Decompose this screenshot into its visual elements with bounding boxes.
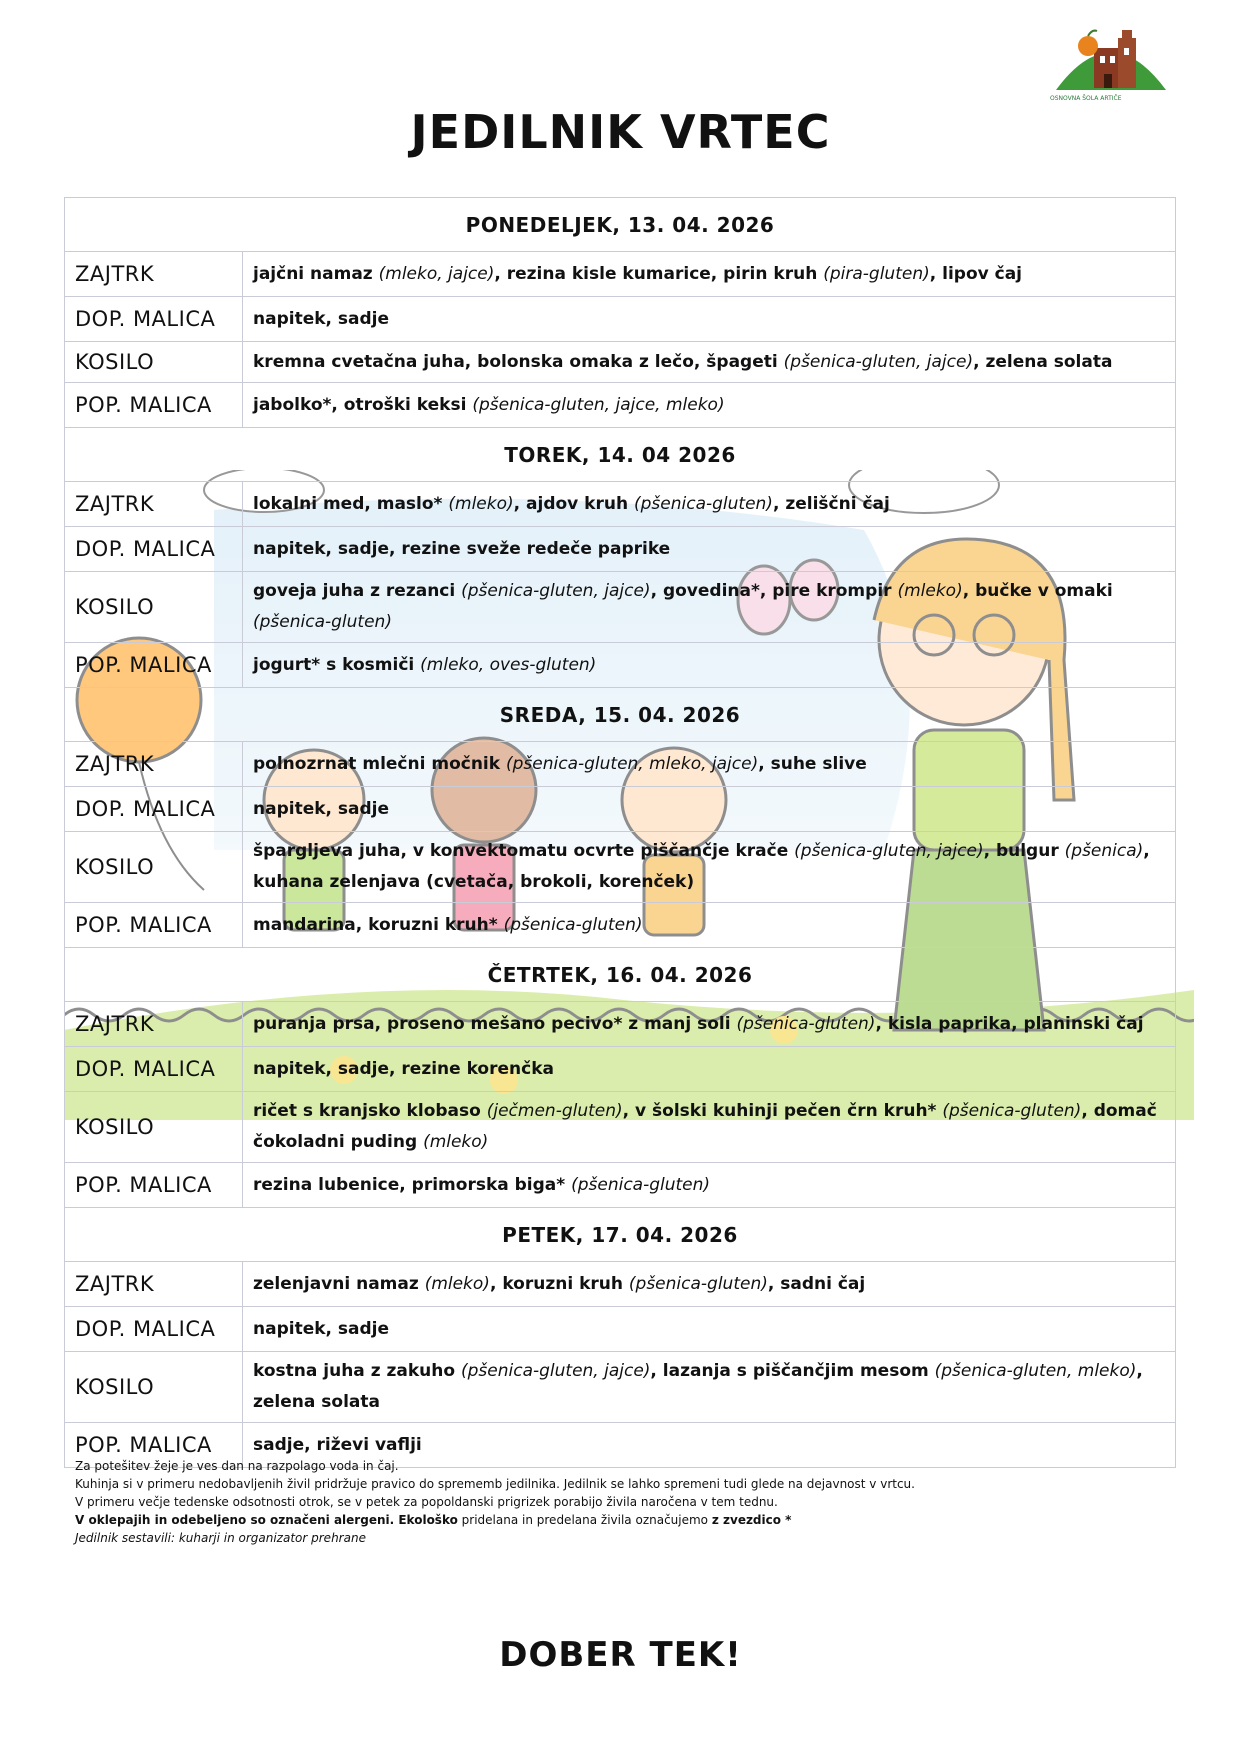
allergen-text: (pšenica-gluten, mleko, jajce) [505, 753, 759, 774]
meal-row [65, 1307, 1176, 1352]
dish-text: špargljeva juha, v konvektomatu ocvrte piščančje krače [253, 841, 795, 861]
dish-text: kostna juha z zakuho [253, 1361, 461, 1381]
meal-items [243, 1092, 1176, 1163]
meal-row [65, 903, 1176, 948]
meal-row [65, 297, 1176, 342]
allergen-text: (pšenica-gluten, jajce, mleko) [472, 394, 725, 415]
meal-row [65, 1163, 1176, 1208]
meal-label: DOP. MALICA [65, 787, 243, 832]
meal-label: ZAJTRK [65, 1002, 243, 1047]
dish-text: , govedina*, pire krompir [650, 581, 898, 601]
menu-table [64, 197, 1176, 1468]
dish-text: jogurt* s kosmiči [253, 654, 421, 675]
dish-text: lokalni med, maslo* [253, 493, 449, 514]
meal-row [65, 742, 1176, 787]
meal-items [243, 1307, 1176, 1352]
dish-text: , kisla paprika, planinski čaj [875, 1013, 1144, 1034]
meal-row [65, 1262, 1176, 1307]
meal-row [65, 787, 1176, 832]
allergen-text: (pšenica-gluten, jajce) [460, 1361, 651, 1381]
meal-row [65, 252, 1176, 297]
meal-label: DOP. MALICA [65, 1047, 243, 1092]
meal-row [65, 342, 1176, 383]
meal-items [243, 383, 1176, 428]
note-allergens-mid: pridelana in predelana živila označujemo [457, 1513, 712, 1527]
dish-text: , ajdov kruh [513, 493, 634, 514]
dish-text: napitek, sadje, rezine sveže redeče paprike [253, 538, 671, 559]
meal-row [65, 1047, 1176, 1092]
meal-items [243, 252, 1176, 297]
dish-text: ričet s kranjsko klobaso [253, 1101, 487, 1121]
day-heading: SREDA, 15. 04. 2026 [65, 688, 1176, 742]
dish-text: , zelena solata [973, 351, 1113, 372]
dish-text: , lazanja s piščančjim mesom [650, 1361, 935, 1381]
meal-label: DOP. MALICA [65, 527, 243, 572]
dish-text: jabolko*, otroški keksi [253, 394, 473, 415]
day-heading: ČETRTEK, 16. 04. 2026 [65, 948, 1176, 1002]
allergen-text: (pšenica-gluten) [253, 612, 392, 632]
allergen-text: (mleko) [424, 1273, 490, 1294]
allergen-text: (mleko, jajce) [378, 263, 495, 284]
meal-items [243, 1352, 1176, 1423]
allergen-text: (mleko) [423, 1132, 489, 1152]
school-logo [1048, 20, 1174, 104]
day-header-row [65, 1208, 1176, 1262]
dish-text: , zelena solata [253, 1361, 1143, 1412]
meal-items [243, 787, 1176, 832]
meal-items [243, 482, 1176, 527]
day-heading: PETEK, 17. 04. 2026 [65, 1208, 1176, 1262]
dish-text: , lipov čaj [929, 263, 1023, 284]
allergen-text: (pšenica-gluten) [503, 914, 643, 935]
dish-text: , sadni čaj [767, 1273, 866, 1294]
dish-text: , kuhana zelenjava (cvetača, brokoli, korenček) [253, 841, 1150, 892]
note-allergens [75, 1511, 1125, 1529]
meal-label: ZAJTRK [65, 482, 243, 527]
allergen-text: (pšenica-gluten, jajce) [783, 351, 974, 372]
dish-text: napitek, sadje [253, 1318, 390, 1339]
note-authors [75, 1529, 1125, 1547]
meal-row [65, 1092, 1176, 1163]
meal-label: ZAJTRK [65, 742, 243, 787]
note-water: Za potešitev žeje je ves dan na razpolago voda in čaj. [75, 1459, 399, 1473]
day-header-row [65, 688, 1176, 742]
allergen-text: (mleko) [897, 581, 963, 601]
dish-text: sadje, riževi vaflji [253, 1434, 422, 1455]
meal-items [243, 742, 1176, 787]
meal-items [243, 1262, 1176, 1307]
meal-label: POP. MALICA [65, 903, 243, 948]
note-absence: V primeru večje tedenske odsotnosti otrok, se v petek za popoldanski prigrizek porabijo živila naročena v tem tednu. [75, 1495, 778, 1509]
meal-label: KOSILO [65, 1092, 243, 1163]
allergen-text: (pira-gluten) [823, 263, 930, 284]
meal-row [65, 383, 1176, 428]
meal-items [243, 1002, 1176, 1047]
meal-items [243, 643, 1176, 688]
allergen-text: (ječmen-gluten) [486, 1101, 623, 1121]
notes [75, 1457, 1125, 1547]
dish-text: , domač čokoladni puding [253, 1101, 1157, 1152]
meal-items [243, 832, 1176, 903]
meal-label: POP. MALICA [65, 643, 243, 688]
note-allergens-star: z zvezdico * [711, 1513, 792, 1527]
dish-text: , bulgur [983, 841, 1065, 861]
allergen-text: (pšenica-gluten) [633, 493, 773, 514]
meal-row [65, 482, 1176, 527]
dish-text: napitek, sadje [253, 798, 390, 819]
day-header-row [65, 428, 1176, 482]
dish-text: rezina lubenice, primorska biga* [253, 1174, 572, 1195]
dish-text: goveja juha z rezanci [253, 581, 462, 601]
dish-text: kremna cvetačna juha, bolonska omaka z lečo, špageti [253, 351, 784, 372]
dish-text: polnozrnat mlečni močnik [253, 753, 506, 774]
allergen-text: (pšenica-gluten) [571, 1174, 711, 1195]
day-header-row [65, 198, 1176, 252]
dish-text: , koruzni kruh [489, 1273, 629, 1294]
note-authors-text: Jedilnik sestavili: kuharji in organizator prehrane [75, 1531, 366, 1545]
dish-text: , suhe slive [758, 753, 867, 774]
allergen-text: (pšenica-gluten, jajce) [794, 841, 984, 861]
meal-label: KOSILO [65, 572, 243, 643]
allergen-text: (pšenica-gluten) [942, 1101, 1082, 1121]
meal-row [65, 1002, 1176, 1047]
meal-items [243, 297, 1176, 342]
meal-label: DOP. MALICA [65, 297, 243, 342]
dish-text: napitek, sadje, rezine korenčka [253, 1058, 554, 1079]
meal-label: POP. MALICA [65, 383, 243, 428]
svg-text:OSNOVNA ŠOLA ARTIČE: OSNOVNA ŠOLA ARTIČE [1050, 95, 1122, 102]
meal-items [243, 1163, 1176, 1208]
meal-label: POP. MALICA [65, 1423, 243, 1468]
meal-items [243, 527, 1176, 572]
dish-text: , zeliščni čaj [772, 493, 890, 514]
dish-text: , bučke v omaki [962, 581, 1113, 601]
meal-row [65, 1352, 1176, 1423]
meal-items [243, 572, 1176, 643]
meal-label: KOSILO [65, 1352, 243, 1423]
meal-label: KOSILO [65, 832, 243, 903]
allergen-text: (pšenica-gluten) [628, 1273, 768, 1294]
dish-text: zelenjavni namaz [253, 1273, 425, 1294]
page-title: JEDILNIK VRTEC [410, 105, 831, 159]
dish-text: napitek, sadje [253, 308, 390, 329]
dish-text: , rezina kisle kumarice, pirin kruh [494, 263, 824, 284]
allergen-text: (mleko) [448, 493, 514, 514]
meal-label: ZAJTRK [65, 1262, 243, 1307]
meal-label: KOSILO [65, 342, 243, 383]
meal-items [243, 903, 1176, 948]
meal-items [243, 1047, 1176, 1092]
meal-row [65, 527, 1176, 572]
allergen-text: (pšenica-gluten, jajce) [461, 581, 651, 601]
note-allergens-bold: V oklepajih in odebeljeno so označeni alergeni. Ekološko [75, 1513, 458, 1527]
meal-items [243, 342, 1176, 383]
meal-label: DOP. MALICA [65, 1307, 243, 1352]
day-heading: TOREK, 14. 04 2026 [65, 428, 1176, 482]
day-header-row [65, 948, 1176, 1002]
dish-text: puranja prsa, proseno mešano pecivo* z manj soli [253, 1013, 737, 1034]
meal-row [65, 832, 1176, 903]
dish-text: , v šolski kuhinji pečen črn kruh* [622, 1101, 943, 1121]
allergen-text: (pšenica) [1064, 841, 1144, 861]
meal-label: ZAJTRK [65, 252, 243, 297]
note-changes: Kuhinja si v primeru nedobavljenih živil pridržuje pravico do sprememb jedilnika. Jedilnik se lahko spremeni tudi glede na dejavnost v vrtcu. [75, 1477, 915, 1491]
meal-row [65, 643, 1176, 688]
footer-greeting: DOBER TEK! [499, 1635, 742, 1675]
dish-text: mandarina, koruzni kruh* [253, 914, 504, 935]
meal-row [65, 572, 1176, 643]
meal-label: POP. MALICA [65, 1163, 243, 1208]
allergen-text: (pšenica-gluten, mleko) [934, 1361, 1137, 1381]
day-heading: PONEDELJEK, 13. 04. 2026 [65, 198, 1176, 252]
allergen-text: (mleko, oves-gluten) [420, 654, 597, 675]
allergen-text: (pšenica-gluten) [736, 1013, 876, 1034]
dish-text: jajčni namaz [253, 263, 379, 284]
